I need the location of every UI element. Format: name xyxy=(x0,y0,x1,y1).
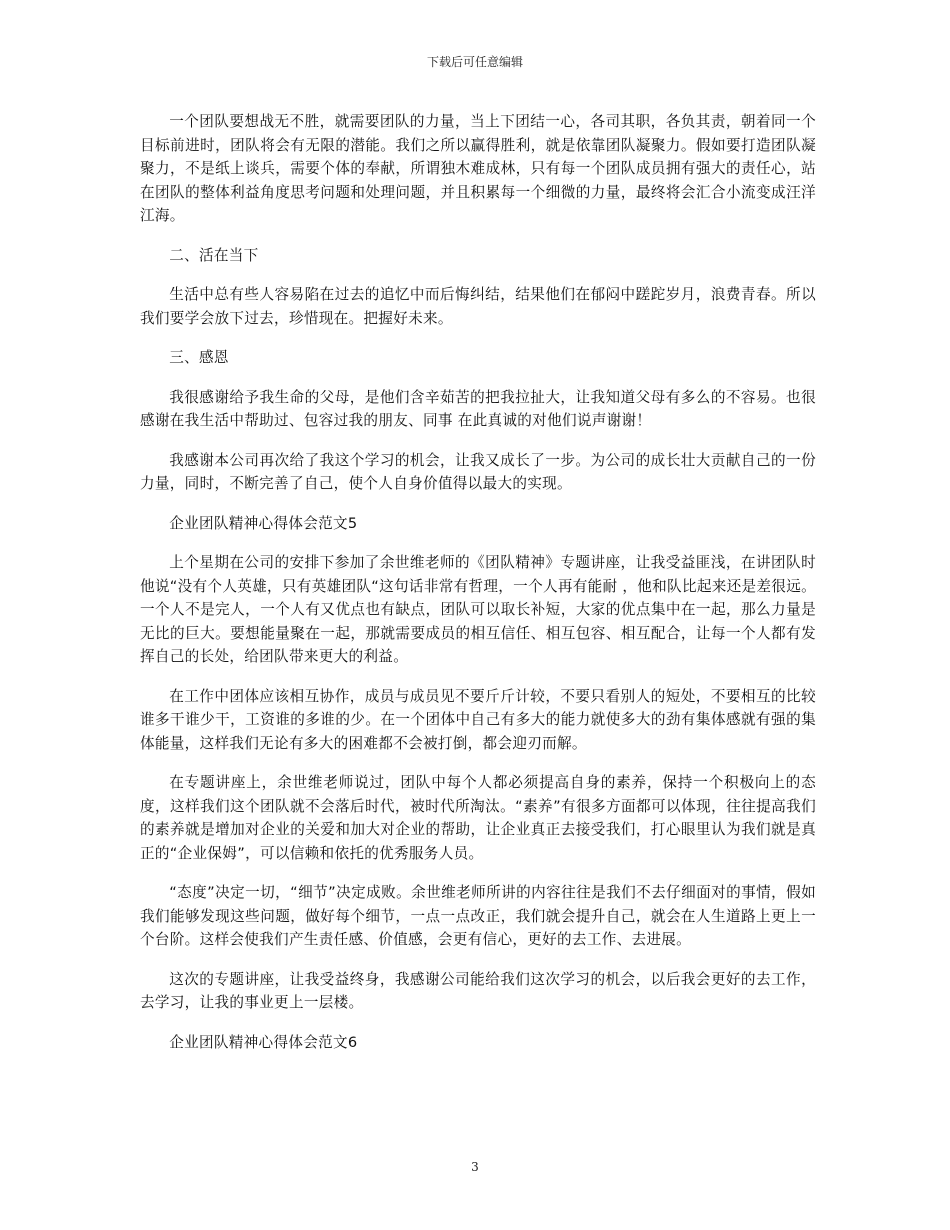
essay-title-5: 企业团队精神心得体会范文5 xyxy=(169,514,358,532)
paragraph-conclusion: 这次的专题讲座，让我受益终身，我感谢公司能给我们这次学习的机会，以后我会更好的去工作，去学习，让我的事业更上一层楼。 xyxy=(140,970,816,1011)
document-body xyxy=(140,110,816,1070)
page-number: 3 xyxy=(471,1160,479,1174)
section-heading-gratitude: 三、感恩 xyxy=(169,349,229,366)
section-heading-live-in-present: 二、活在当下 xyxy=(169,246,259,264)
paragraph-self-cultivation: 在专题讲座上，余世维老师说过，团队中每个人都必须提高自身的素养，保持一个积极向上的态度，这样我们这个团队就不会落后时代，被时代所淘汰。“素养”有很多方面都可以体现，往往提高我们的素养就是增加对企业的关爱和加大对企业的帮助，让企业真正去接受我们，打心眼里认为我们就是真正的“企业保姆”，可以信赖和依托的优秀服务人员。 xyxy=(140,774,816,862)
paragraph-collaboration: 在工作中团体应该相互协作，成员与成员见不要斤斤计较，不要只看别人的短处，不要相互的比较谁多干谁少干，工资谁的多谁的少。在一个团体中自己有多大的能力就使多大的劲有集体感就有强的集体能量，这样我们无论有多大的困难都不会被打倒，都会迎刃而解。 xyxy=(140,687,816,752)
essay-title-6: 企业团队精神心得体会范文6 xyxy=(169,1033,358,1051)
page-header: 下载后可任意编辑 xyxy=(426,55,523,69)
paragraph-gratitude-company: 我感谢本公司再次给了我这个学习的机会，让我又成长了一步。为公司的成长壮大贡献自己的一份力量，同时，不断完善了自己，使个人自身价值得以最大的实现。 xyxy=(140,451,816,492)
paragraph-gratitude-parents: 我很感谢给予我生命的父母，是他们含辛茹苦的把我拉扯大，让我知道父母有多么的不容易。也很感谢在我生活中帮助过、包容过我的朋友、同事 在此真诚的对他们说声谢谢！ xyxy=(140,388,816,429)
paragraph-team-cohesion: 一个团队要想战无不胜，就需要团队的力量，当上下团结一心，各司其职，各负其责，朝着同一个目标前进时，团队将会有无限的潜能。我们之所以赢得胜利，就是依靠团队凝聚力。假如要打造团队凝聚力，不是纸上谈兵，需要个体的奉献，所谓独木难成林，只有每一个团队成员拥有强大的责任心，站在团队的整体利益角度思考问题和处理问题，并且积累每一个细微的力量，最终将会汇合小流变成汪洋江海。 xyxy=(140,113,816,224)
paragraph-lecture-intro: 上个星期在公司的安排下参加了余世维老师的《团队精神》专题讲座，让我受益匪浅，在讲团队时他说“没有个人英雄，只有英雄团队“这句话非常有哲理，一个人再有能耐 ，他和队比起来还是差很远。一个人不是完人，一个人有又优点也有缺点，团队可以取长补短，大家的优点集中在一起，那么力量是无比的巨大。要想能量聚在一起，那就需要成员的相互信任、相互包容、相互配合，让每一个人都有发挥自己的长处，给团队带来更大的利益。 xyxy=(140,554,816,665)
paragraph-attitude-details: “态度”决定一切，“细节”决定成败。余世维老师所讲的内容往往是我们不去仔细面对的事情，假如我们能够发现这些问题，做好每个细节，一点一点改正，我们就会提升自己，就会在人生道路上更上一个台阶。这样会使我们产生责任感、价值感，会更有信心，更好的去工作、去进展。 xyxy=(140,884,816,948)
paragraph-live-in-present: 生活中总有些人容易陷在过去的追忆中而后悔纠结，结果他们在郁闷中蹉跎岁月，浪费青春。所以我们要学会放下过去，珍惜现在。把握好未来。 xyxy=(140,286,816,327)
